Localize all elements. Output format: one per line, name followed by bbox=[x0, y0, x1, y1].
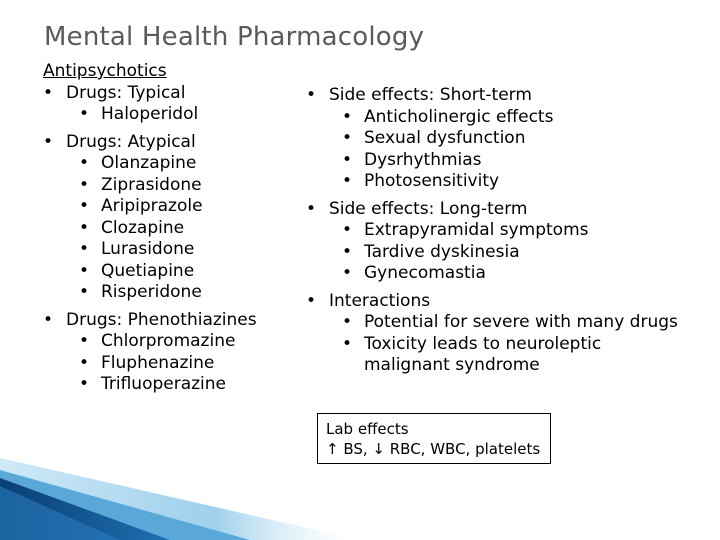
bullet-icon: • bbox=[79, 282, 90, 302]
list-item-text: Aripiprazole bbox=[101, 196, 203, 216]
bullet-icon: • bbox=[79, 260, 90, 281]
list-item bbox=[306, 107, 716, 129]
list-item bbox=[43, 282, 303, 304]
list-item bbox=[306, 171, 716, 193]
bullet-icon: • bbox=[306, 85, 317, 105]
bullet-icon: • bbox=[342, 220, 353, 240]
group-label-text: Interactions bbox=[329, 290, 431, 311]
bullet-icon: • bbox=[342, 333, 353, 354]
side-effects-short-term bbox=[306, 85, 716, 193]
group-label bbox=[306, 199, 716, 221]
group-label bbox=[43, 310, 303, 332]
drug-group-atypical bbox=[43, 132, 303, 304]
list-item bbox=[43, 353, 303, 375]
left-column bbox=[43, 61, 303, 396]
list-item bbox=[306, 220, 716, 242]
list-item bbox=[306, 312, 716, 334]
list-item-text: Chlorpromazine bbox=[101, 331, 236, 351]
list-item bbox=[306, 263, 716, 285]
drug-group-phenothiazines bbox=[43, 310, 303, 396]
list-item-text: Dysrhythmias bbox=[364, 149, 482, 170]
group-label-text: Drugs: Typical bbox=[66, 82, 186, 103]
bullet-icon: • bbox=[43, 131, 54, 152]
bullet-icon: • bbox=[79, 217, 90, 238]
list-item-text: Toxicity leads to neuroleptic malignant syndrome bbox=[364, 333, 602, 375]
slide-title: Mental Health Pharmacology bbox=[44, 22, 425, 52]
list-item-text: Olanzapine bbox=[101, 153, 197, 173]
list-item bbox=[43, 196, 303, 218]
group-label-text: Drugs: Phenothiazines bbox=[66, 309, 257, 330]
bullet-icon: • bbox=[342, 312, 353, 332]
bullet-icon: • bbox=[342, 106, 353, 127]
bullet-icon: • bbox=[79, 174, 90, 195]
bullet-icon: • bbox=[342, 241, 353, 262]
bullet-icon: • bbox=[79, 104, 90, 124]
bullet-icon: • bbox=[342, 128, 353, 148]
bullet-icon: • bbox=[43, 309, 54, 330]
group-label bbox=[43, 83, 303, 105]
list-item bbox=[306, 150, 716, 172]
bullet-icon: • bbox=[79, 352, 90, 373]
list-item bbox=[43, 175, 303, 197]
list-item bbox=[43, 104, 303, 126]
group-label bbox=[43, 132, 303, 154]
list-item bbox=[43, 331, 303, 353]
interactions bbox=[306, 291, 716, 377]
list-item-text: Ziprasidone bbox=[101, 174, 202, 195]
list-item bbox=[43, 239, 303, 261]
lab-effects-box bbox=[317, 413, 551, 464]
lab-effects-values: ↑ BS, ↓ RBC, WBC, platelets bbox=[326, 440, 541, 458]
bullet-icon: • bbox=[79, 374, 90, 394]
bullet-icon: • bbox=[79, 331, 90, 351]
bullet-icon: • bbox=[342, 171, 353, 191]
group-label bbox=[306, 85, 716, 107]
side-effects-long-term bbox=[306, 199, 716, 285]
bullet-icon: • bbox=[306, 290, 317, 311]
list-item-text: Tardive dyskinesia bbox=[364, 241, 520, 262]
bullet-icon: • bbox=[79, 239, 90, 259]
list-item bbox=[43, 261, 303, 283]
bullet-icon: • bbox=[342, 149, 353, 170]
list-item bbox=[306, 128, 716, 150]
right-column bbox=[306, 85, 716, 377]
list-item-text: Photosensitivity bbox=[364, 171, 500, 191]
list-item bbox=[306, 242, 716, 264]
list-item-text: Anticholinergic effects bbox=[364, 106, 554, 127]
section-heading: Antipsychotics bbox=[43, 61, 167, 81]
list-item-text: Risperidone bbox=[101, 282, 202, 302]
drug-group-typical bbox=[43, 83, 303, 126]
list-item bbox=[43, 218, 303, 240]
group-label-text: Side effects: Short-term bbox=[329, 85, 532, 105]
list-item bbox=[306, 334, 634, 377]
list-item-text: Fluphenazine bbox=[101, 352, 215, 373]
list-item bbox=[43, 153, 303, 175]
group-label bbox=[306, 291, 716, 313]
bullet-icon: • bbox=[79, 196, 90, 216]
list-item-text: Trifluoperazine bbox=[101, 374, 227, 394]
bullet-icon: • bbox=[79, 153, 90, 173]
list-item-text: Lurasidone bbox=[101, 239, 195, 259]
list-item-text: Haloperidol bbox=[101, 104, 199, 124]
lab-effects-heading: Lab effects bbox=[326, 420, 409, 438]
list-item-text: Quetiapine bbox=[101, 260, 195, 281]
list-item-text: Extrapyramidal symptoms bbox=[364, 220, 589, 240]
bullet-icon: • bbox=[43, 82, 54, 103]
group-label-text: Side effects: Long-term bbox=[329, 198, 528, 219]
list-item-text: Clozapine bbox=[101, 217, 185, 238]
list-item bbox=[43, 374, 303, 396]
list-item-text: Potential for severe with many drugs bbox=[364, 312, 678, 332]
bullet-icon: • bbox=[306, 198, 317, 219]
list-item-text: Sexual dysfunction bbox=[364, 128, 526, 148]
group-label-text: Drugs: Atypical bbox=[66, 131, 196, 152]
bullet-icon: • bbox=[342, 263, 353, 283]
list-item-text: Gynecomastia bbox=[364, 263, 486, 283]
